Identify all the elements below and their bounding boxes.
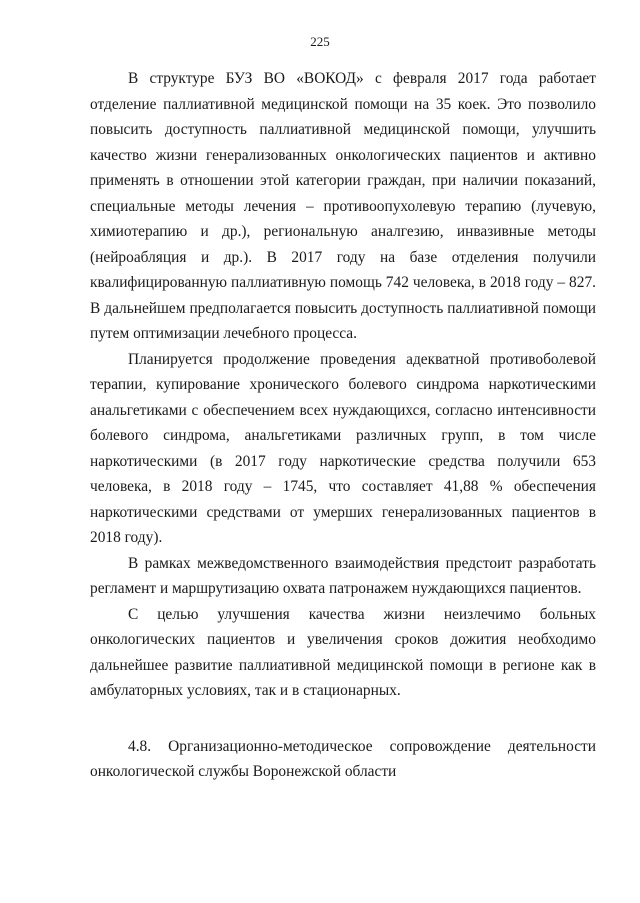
paragraph-pain-therapy: Планируется продолжение проведения адекватной противоболевой терапии, купирование хронического болевого синдрома наркотическими анальгетиками с обеспечением всех нуждающихся, согласно интенсивности болевого синдрома, анальгетиками различных групп, в том числе наркотическими (в 2017 году наркотические средства получили 653 человека, в 2018 году – 1745, что составляет 41,88 % обеспечения наркотическими средствами от умерших генерализованных пациентов в 2018 году). [90, 350, 596, 546]
document-body [90, 66, 596, 785]
section-heading: 4.8. Организационно-методическое сопровождение деятельности онкологической службы Воронежской области [90, 737, 596, 780]
paragraph-interagency: В рамках межведомственного взаимодействия предстоит разработать регламент и маршрутизацию охвата патронажем нуждающихся пациентов. [90, 554, 596, 597]
paragraph-palliative-department: В структуре БУЗ ВО «ВОКОД» с февраля 2017 года работает отделение паллиативной медицинской помощи на 35 коек. Это позволило повысить доступность паллиативной медицинской помощи, улучшить качество жизни генерализованных онкологических пациентов и активно применять в отношении этой категории граждан, при наличии показаний, специальные методы лечения – противоопухолевую терапию (лучевую, химиотерапию и др.), региональную аналгезию, инвазивные методы (нейроабляция и др.). В 2017 году на базе отделения получили квалифицированную паллиативную помощь 742 человека, в 2018 году – 827. В дальнейшем предполагается повысить доступность паллиативной помощи путем оптимизации лечебного процесса. [90, 70, 596, 342]
page-number: 225 [310, 34, 330, 49]
paragraph-quality-of-life: С целью улучшения качества жизни неизлечимо больных онкологических пациентов и увеличения сроков дожития необходимо дальнейшее развитие паллиативной медицинской помощи в регионе как в амбулаторных условиях, так и в стационарных. [90, 605, 596, 699]
